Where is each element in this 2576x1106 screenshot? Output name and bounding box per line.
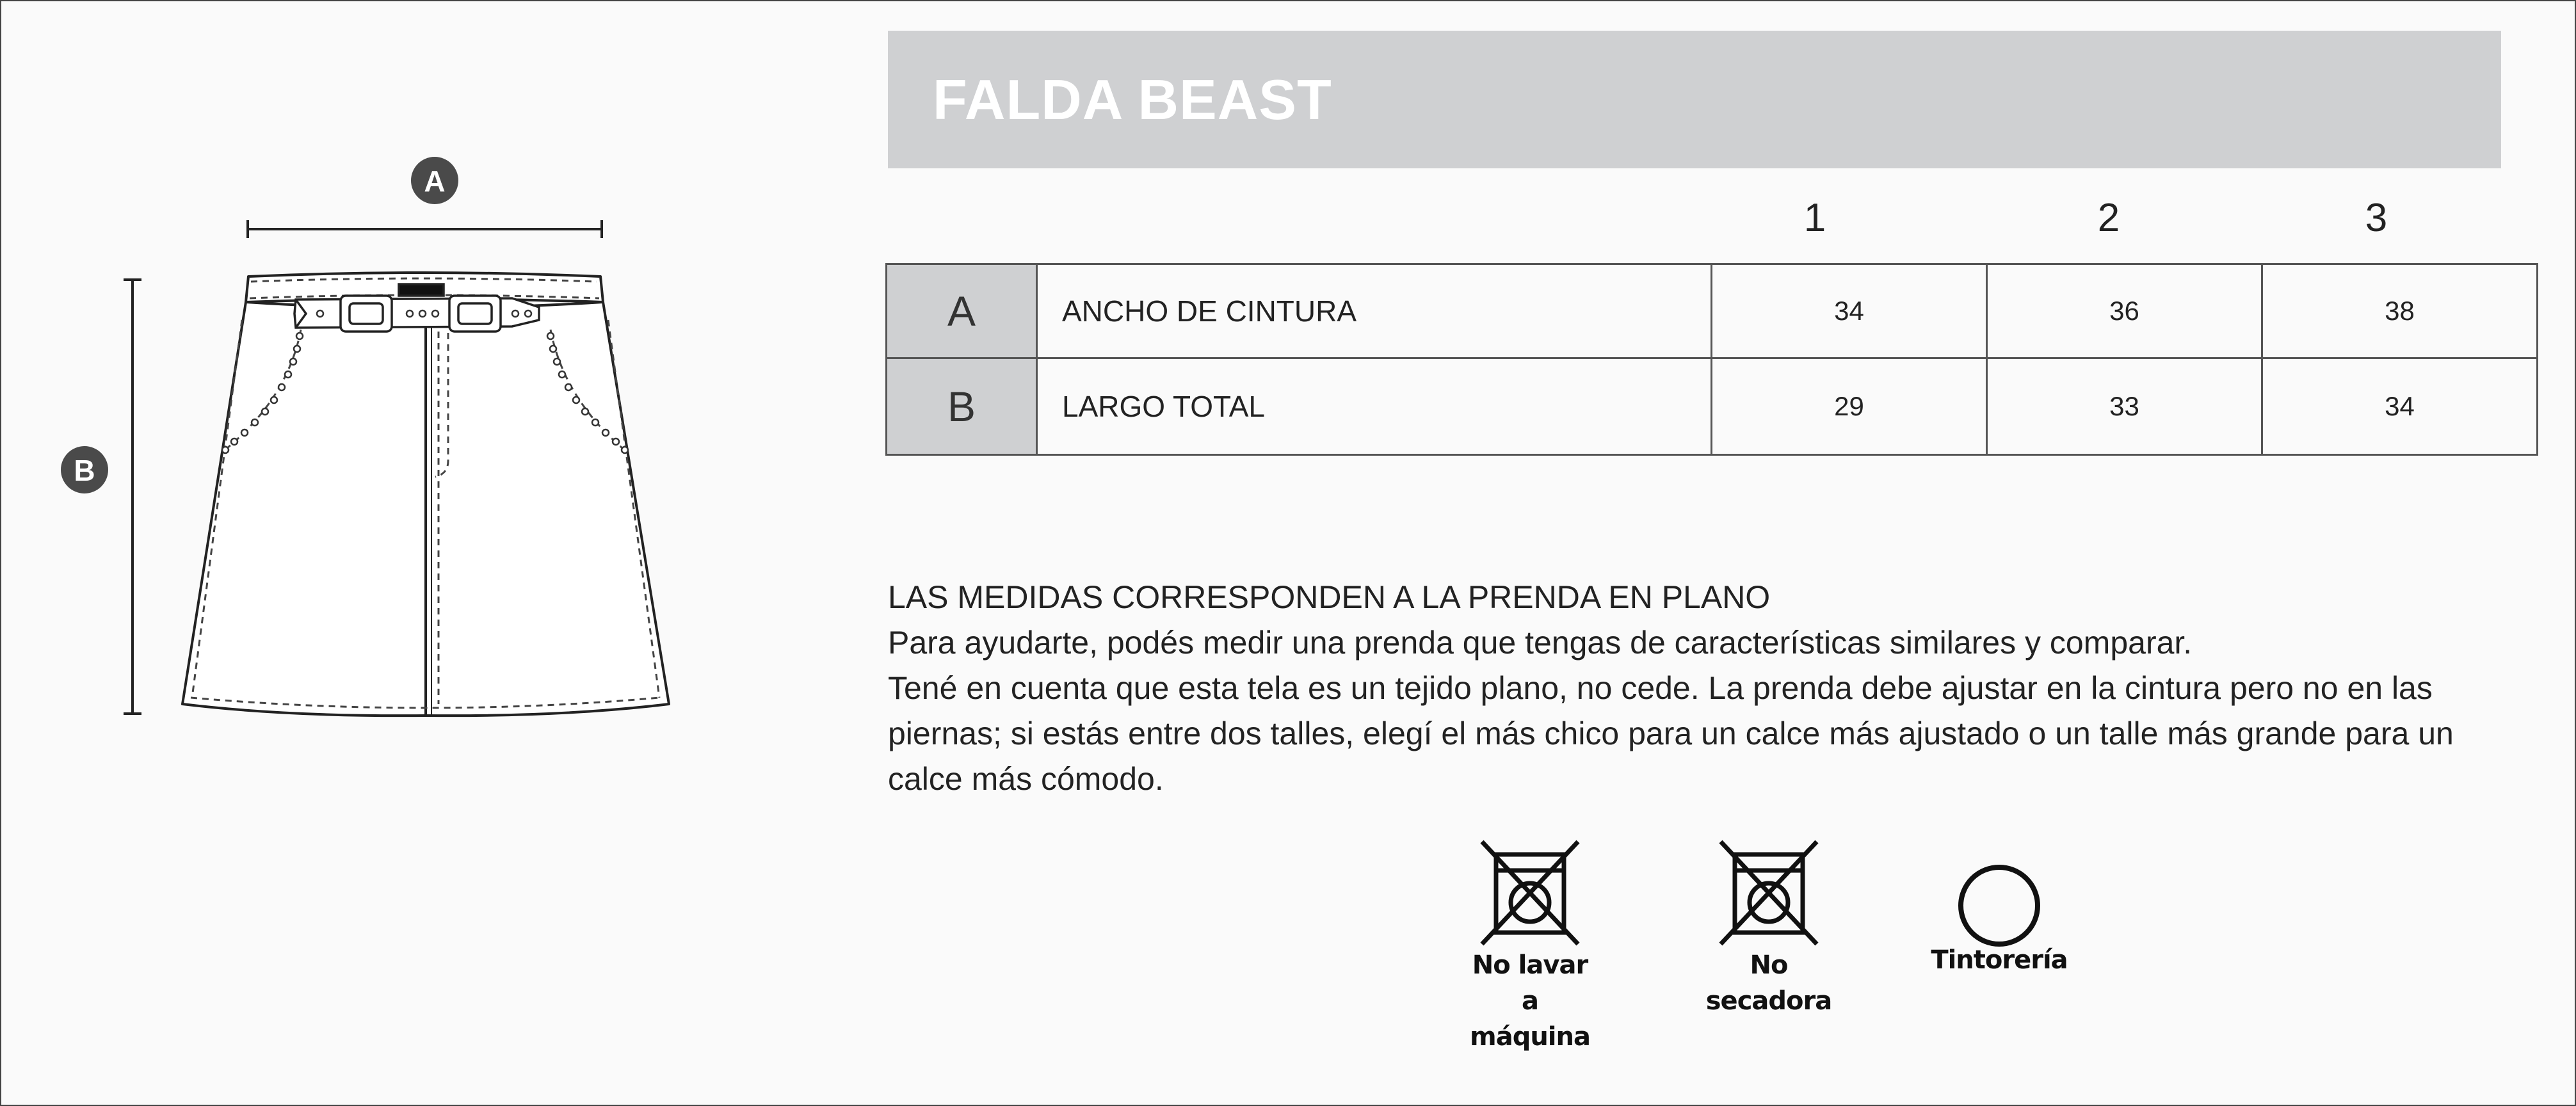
table-cell: 38 [2262,264,2538,358]
care-label-line-1: No lavar [1472,950,1588,980]
no-machine-wash-icon [1476,838,1584,947]
care-label-line-2: secadora [1705,986,1832,1016]
notes-line-1: Para ayudarte, podés medir una prenda que tengas de características similares y comparar. [888,625,2193,661]
row-key: A [887,264,1037,358]
table-cell: 34 [2262,358,2538,455]
measure-b-line [124,280,141,714]
row-key: B [887,358,1037,455]
row-label: LARGO TOTAL [1037,358,1712,455]
care-label-line-1: No [1750,950,1788,980]
care-item-no-machine-wash [1460,838,1600,1055]
table-cell: 34 [1712,264,1987,358]
size-header-3: 3 [2365,196,2388,240]
table-cell: 36 [1987,264,2262,358]
dry-clean-icon [1945,838,2054,947]
size-table [885,263,2538,456]
size-header-2: 2 [2097,196,2120,240]
table-cell: 29 [1712,358,1987,455]
measure-a-line [248,220,602,238]
skirt-diagram [0,0,832,1106]
table-row [887,358,2538,455]
notes-line-2: Tené en cuenta que esta tela es un tejido plano, no cede. La prenda debe ajustar en la cintura pero no en las piernas; si estás entre dos talles, elegí el más chico para un calce más ajustado o un talle más grande para un calce más cómodo. [888,670,2454,797]
notes-heading: LAS MEDIDAS CORRESPONDEN A LA PRENDA EN PLANO [888,579,1771,615]
care-label-line-1: Tintorería [1931,945,2068,975]
marker-b-letter: B [74,454,95,487]
care-item-dry-clean [1929,838,2070,978]
table-cell: 33 [1987,358,2262,455]
row-label: ANCHO DE CINTURA [1037,264,1712,358]
care-item-no-tumble-dry [1698,838,1839,1019]
size-header-1: 1 [1803,196,1826,240]
product-title-bar [888,31,2501,168]
care-label-line-2: a máquina [1470,986,1590,1052]
fit-notes [888,575,2514,802]
marker-a-letter: A [424,164,446,198]
product-title: FALDA BEAST [933,68,1332,131]
no-tumble-dry-icon [1714,838,1823,947]
skirt-outline [182,273,669,716]
table-row [887,264,2538,358]
